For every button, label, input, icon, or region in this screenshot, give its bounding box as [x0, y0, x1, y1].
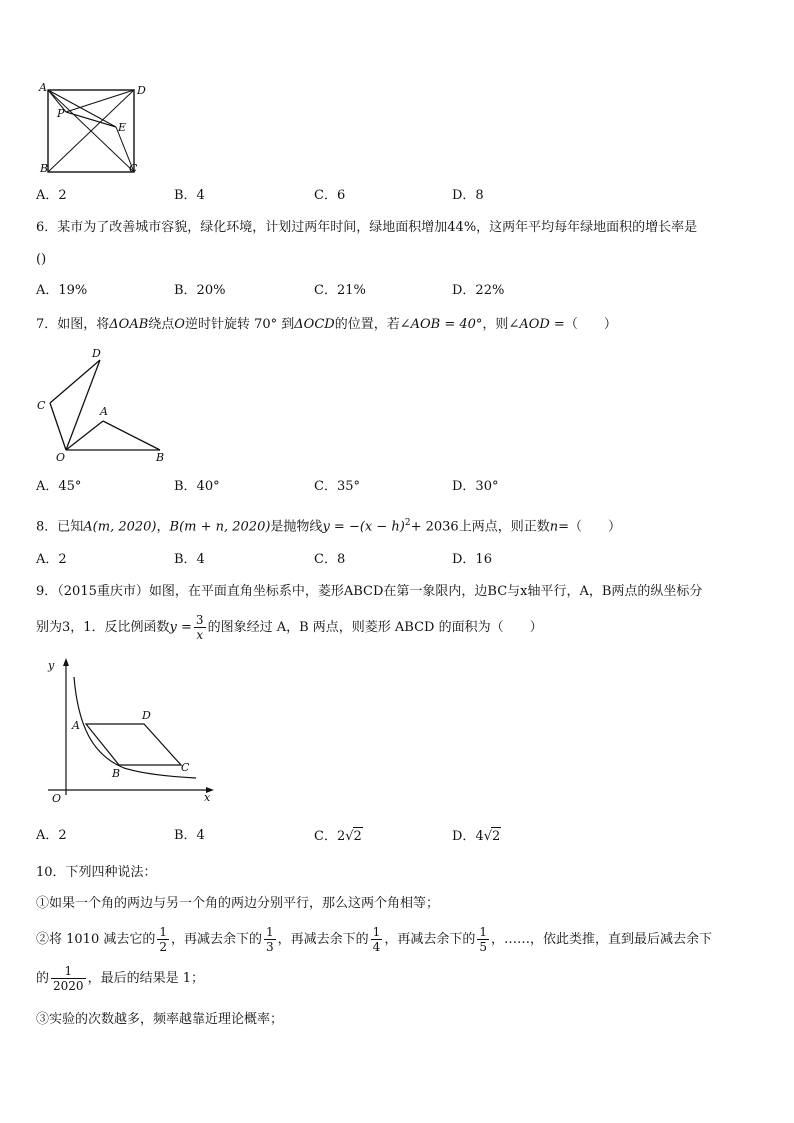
q7-label-C: C	[37, 399, 46, 412]
label-C: C	[129, 162, 138, 175]
q9-label-x: x	[204, 791, 211, 804]
q6-option-d: D．22%	[452, 283, 505, 298]
label-B: B	[40, 162, 49, 175]
q9-label-C: C	[181, 761, 190, 774]
q7-label-A: A	[100, 405, 108, 418]
q9-label-O: O	[52, 792, 62, 805]
q9-label-y: y	[48, 659, 55, 672]
q7-label-B: B	[156, 451, 165, 464]
q7-option-d: D．30°	[452, 479, 499, 494]
q9-figure	[36, 655, 226, 805]
q10-item1: ①如果一个角的两边与另一个角的两边分别平行，那么这两个角相等；	[36, 896, 440, 911]
q8-option-a: A．2	[36, 552, 67, 567]
q7-option-b: B．40°	[174, 479, 220, 494]
q7-option-a: A．45°	[36, 479, 82, 494]
q9-stem-line2: 别为3，1．反比例函数y = $\frac{3}{x}$ 的图象经过 A，B 两点，则菱形 ABCD 的面积为（ ）	[36, 613, 543, 642]
label-E: E	[118, 121, 127, 134]
q10-item2: ②将 1010 减去它的 $\frac{1}{2}$ ，再减去余下的 $\frac{1}{3}$ ，再减去余下的 $\frac{1}{4}$ ，再减去余下的 $\frac{1}{5}$ ，……，依此类推，直到最后减去余下	[36, 925, 712, 954]
label-D: D	[137, 84, 146, 97]
q5-option-d: D．8	[452, 188, 484, 203]
q9-label-B: B	[112, 767, 121, 780]
q9-fraction: $\frac{3}{x}$	[195, 613, 204, 642]
q8-stem: 8．已知A(m, 2020)，B(m + n, 2020)是抛物线$y = -(x - h)^2+ 2036$上两点，则正数n=（ ）	[36, 518, 621, 535]
q9-stem-line1: 9．（2015重庆市）如图，在平面直角坐标系中，菱形ABCD在第一象限内，边BC与x轴平行，A，B两点的纵坐标分	[36, 584, 703, 599]
q5-option-c: C．6	[314, 188, 346, 203]
label-A: A	[39, 82, 47, 94]
q9-option-c: C．2√2	[314, 829, 362, 844]
q6-paren: ()	[36, 252, 47, 267]
q9-option-b: B．4	[174, 828, 205, 843]
q7-stem: 7．如图，将ΔOAB绕点O逆时针旋转 70° 到ΔOCD的位置，若∠AOB = 40°，则∠AOD =（ ）	[36, 317, 617, 332]
q8-option-c: C．8	[314, 552, 346, 567]
q6-option-a: A．19%	[36, 283, 88, 298]
q8-option-d: D．16	[452, 552, 492, 567]
q7-option-c: C．35°	[314, 479, 360, 494]
q9-option-d: D．4√2	[452, 829, 501, 844]
q9-label-A: A	[72, 719, 80, 732]
q5-figure	[36, 82, 146, 182]
q9-option-a: A．2	[36, 828, 67, 843]
q6-option-c: C．21%	[314, 283, 366, 298]
q10-item2-cont: 的 $\frac{1}{2020}$ ，最后的结果是 1；	[36, 964, 204, 993]
q5-option-b: B．4	[174, 188, 205, 203]
q6-option-b: B．20%	[174, 283, 226, 298]
q10-item3: ③实验的次数越多，频率越靠近理论概率；	[36, 1012, 284, 1027]
q7-label-D: D	[92, 347, 101, 360]
q10-stem: 10．下列四种说法：	[36, 865, 157, 880]
q7-figure	[30, 345, 180, 465]
q7-label-O: O	[56, 451, 66, 464]
q6-stem: 6．某市为了改善城市容貌，绿化环境，计划过两年时间，绿地面积增加44%，这两年平均每年绿地面积的增长率是	[36, 220, 698, 235]
q8-option-b: B．4	[174, 552, 205, 567]
q9-label-D: D	[142, 709, 151, 722]
label-P: P	[57, 107, 65, 120]
q5-option-a: A．2	[36, 188, 67, 203]
